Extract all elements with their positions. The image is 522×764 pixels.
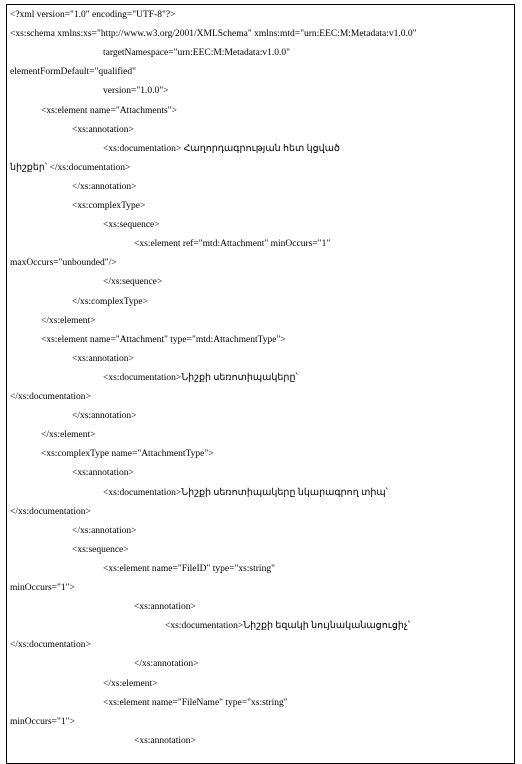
code-line: <xs:complexType> (72, 201, 146, 211)
code-line: </xs:documentation> (10, 506, 91, 517)
code-line: <xs:documentation> Հաղորդագրության հետ կցված (103, 143, 340, 154)
code-line: <xs:annotation> (134, 735, 196, 746)
code-line: targetNamespace="urn:EEC:M:Metadata:v1.0.0" (103, 48, 291, 59)
code-line: <xs:documentation>Նիշքի սեռոտիպակերը նկարագրող տիպ՝ (103, 487, 388, 498)
code-line: minOccurs="1"> (10, 583, 75, 593)
code-line: <xs:sequence> (72, 544, 129, 555)
code-line: </xs:documentation> (10, 640, 91, 651)
code-line: </xs:element> (41, 315, 96, 326)
code-line: <xs:sequence> (103, 220, 160, 231)
code-line: <xs:schema xmlns:xs="http://www.w3.org/2001/XMLSchema" xmlns:mtd="urn:EEC:M:Metadata:v1.0.0" (10, 29, 417, 40)
code-line: </xs:sequence> (103, 277, 163, 288)
code-line: <xs:annotation> (72, 468, 134, 479)
code-line: <xs:element name="Attachments"> (41, 105, 177, 116)
code-line: </xs:annotation> (72, 181, 137, 192)
code-line: <xs:element name="Attachment" type="mtd:AttachmentType"> (41, 334, 286, 345)
code-line: <xs:annotation> (72, 124, 134, 135)
code-line: <xs:element name="FileID" type="xs:string" (103, 563, 275, 574)
code-line: նիշքեր՝ </xs:documentation> (10, 162, 131, 173)
code-line: </xs:annotation> (72, 525, 137, 536)
code-line: </xs:annotation> (72, 411, 137, 422)
code-line: <xs:annotation> (134, 602, 196, 613)
code-line: minOccurs="1"> (10, 716, 75, 727)
code-line: version="1.0.0"> (103, 86, 169, 97)
code-line: </xs:complexType> (72, 296, 149, 307)
code-line: <xs:documentation>Նիշքի եզակի նույնականացուցիչ՝ (165, 621, 410, 632)
code-line: </xs:annotation> (134, 659, 199, 670)
code-line: </xs:element> (103, 678, 158, 689)
code-line: <xs:element name="FileName" type="xs:string" (103, 697, 288, 708)
code-line: elementFormDefault="qualified" (10, 67, 137, 78)
code-line: <xs:element ref="mtd:Attachment" minOccurs="1" (134, 239, 331, 250)
code-line: <xs:annotation> (72, 353, 134, 364)
code-line: <xs:documentation>Նիշքի սեռոտիպակերը՝ (103, 372, 298, 383)
code-line: <xs:complexType name="AttachmentType"> (41, 449, 214, 460)
code-line: </xs:documentation> (10, 392, 91, 402)
code-line: </xs:element> (41, 430, 96, 441)
code-line: <?xml version="1.0" encoding="UTF-8"?> (10, 10, 176, 20)
code-line: maxOccurs="unbounded"/> (10, 258, 117, 269)
